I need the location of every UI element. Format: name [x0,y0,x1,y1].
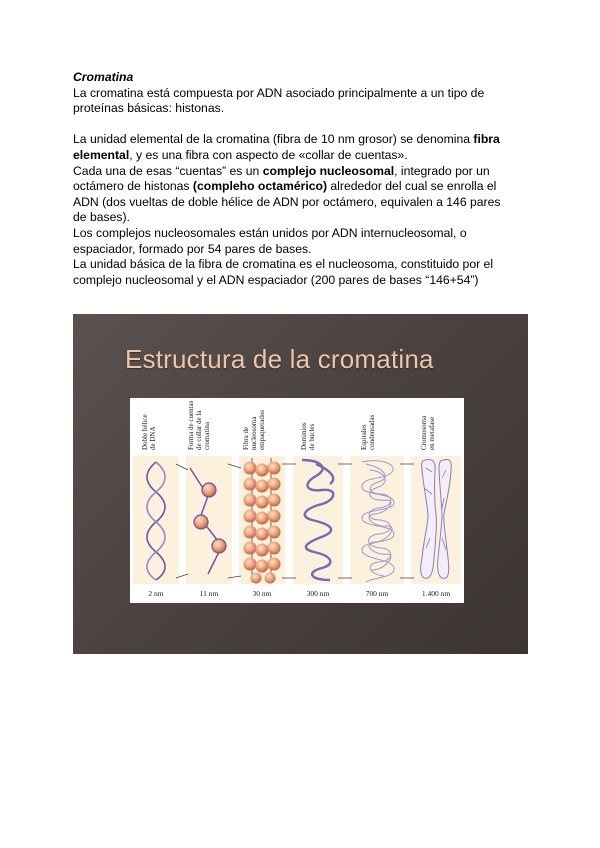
panel-label: condensadas [368,414,376,450]
panel-label: de collar de la [195,410,203,450]
panel-label: Cromosoma [420,415,428,450]
chromatin-diagram [130,398,464,603]
panel-label: empaquetados [258,409,266,450]
scale-labels [148,589,450,598]
panel-label: nucleosoma [250,416,258,450]
panel-label: de bucles [308,423,316,450]
scale-label: 30 nm [252,589,272,598]
panel-bg [133,456,179,584]
scale-label: 1.400 nm [421,589,451,598]
paragraph-complejo [73,164,513,226]
scale-label: 11 nm [199,589,219,598]
text-run: La unidad elemental de la cromatina (fibra de 10 nm grosor) se denomina [73,132,474,147]
bold-term: (compleho octamérico) [192,179,328,194]
panel-label: en metafase [428,416,436,450]
text-run: alrededor del cual se enrolla el ADN (dos vueltas de doble hélice de ADN por octámero, equivalen a 146 pares de bases). [73,179,501,225]
document-text [73,70,513,288]
panel-label: de DNA [149,426,157,450]
slide-title: Estructura de la cromatina [125,344,434,374]
scale-label: 2 nm [148,589,164,598]
panel-bg [186,456,232,584]
slide-image [73,314,528,654]
doc-title: Cromatina [73,70,134,84]
paragraph-internucleosomal: Los complejos nucleosomales están unidos por ADN internucleosomal, o espaciador, formado por 54 pares de bases. [73,225,467,256]
panel-label: cromatina [203,422,211,450]
bold-term: fibra elemental [73,132,500,162]
panel-label: Dominios [300,422,308,450]
panel-labels [141,400,436,450]
chromatin-figure [130,398,464,603]
text-run: , y es una fibra con aspecto de «collar de cuentas». [129,147,408,162]
scale-label: 700 nm [365,589,389,598]
panel-label: Espirales [360,424,368,450]
paragraph-nucleosoma: La unidad básica de la fibra de cromatina es el nucleosoma, constituido por el complejo nucleosomal y el ADN espaciador (200 pares de bases “146+54”) [73,257,494,287]
panel-label: Doble hélice [141,414,149,450]
panel-label: Forma de cuentas [187,400,195,450]
paragraph-fibra-elemental [73,132,513,163]
text-run: Cada una de esas “cuentas” es un [73,163,263,178]
panel-label: Fibra de [242,426,250,450]
intro-paragraph: La cromatina está compuesta por ADN asociado principalmente a un tipo de proteínas básicas: histonas. [73,85,485,116]
bold-term: complejo nucleosomal [262,163,395,178]
scale-label: 300 nm [306,589,330,598]
text-run: , integrado por un octámero de histonas [73,163,490,194]
